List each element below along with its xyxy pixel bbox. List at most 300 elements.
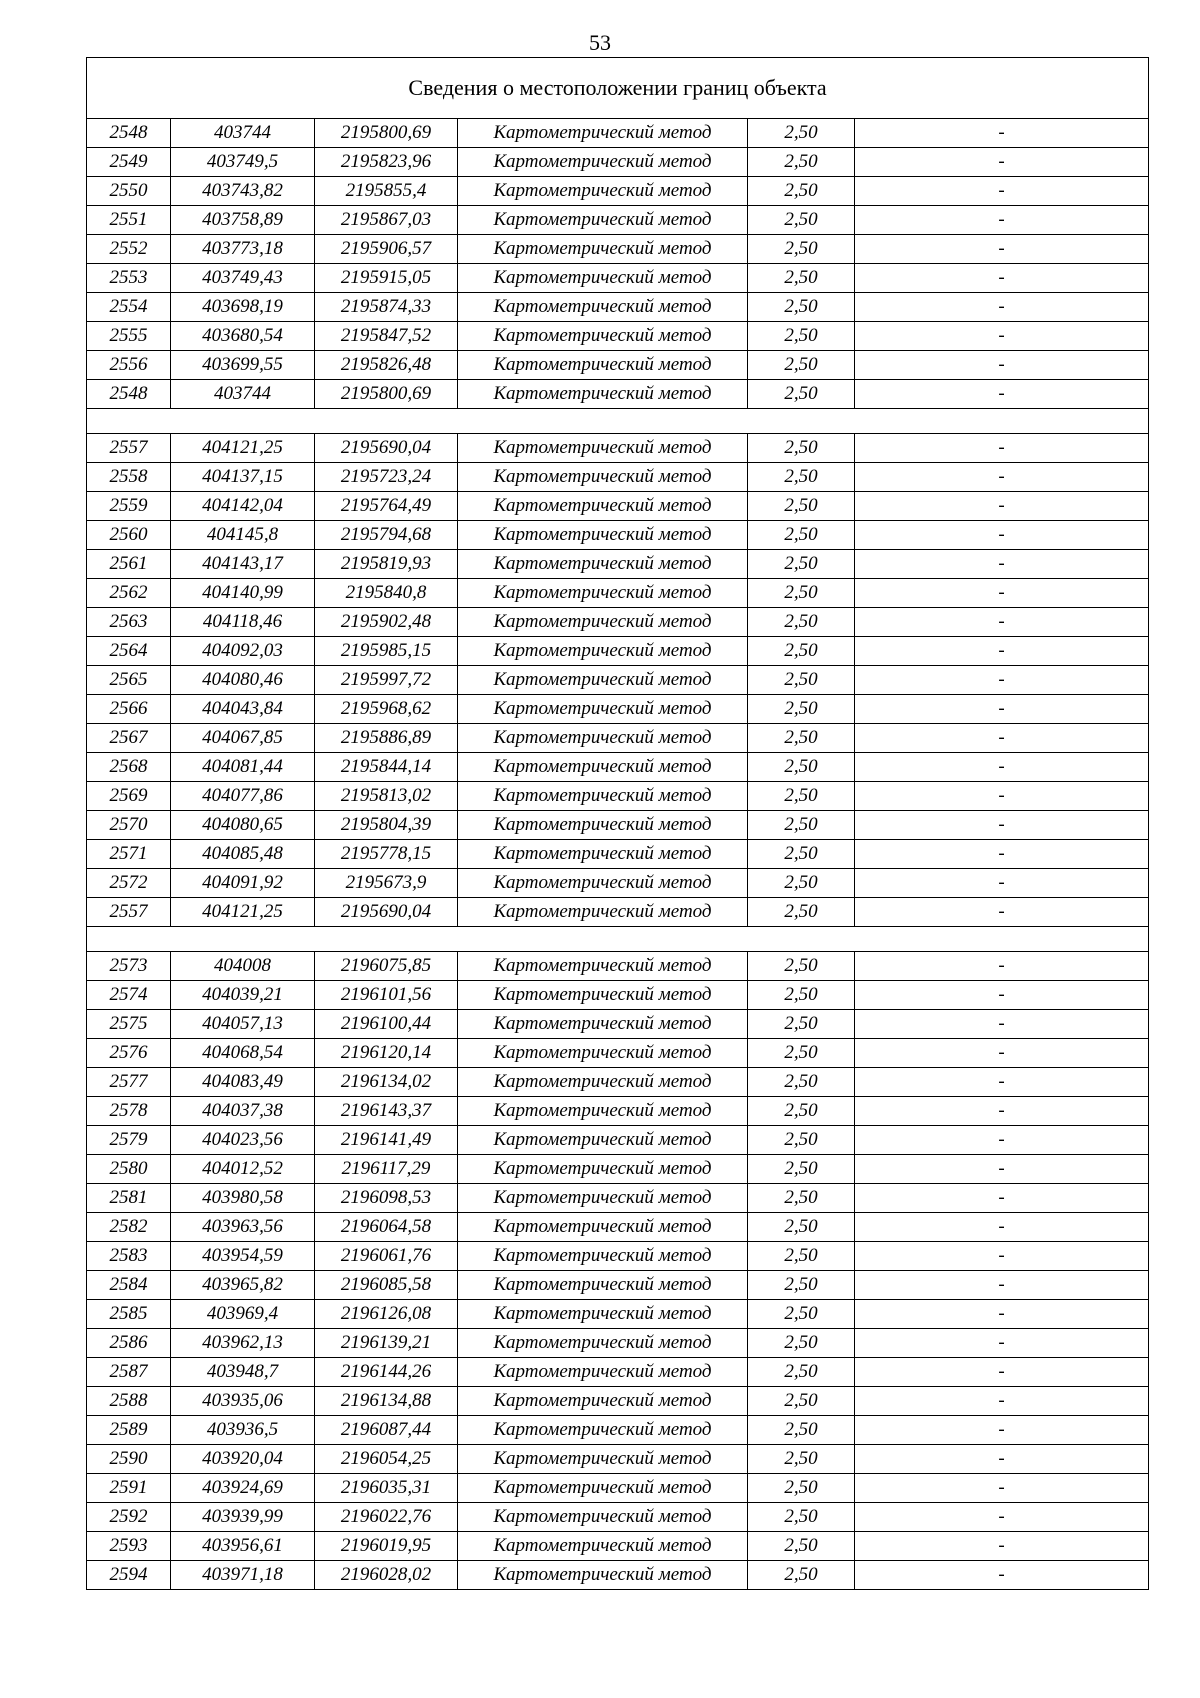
- x-coordinate-cell: 403956,61: [171, 1532, 315, 1561]
- group-separator-row: [87, 927, 1149, 952]
- method-cell: Картометрический метод: [458, 782, 748, 811]
- description-cell: -: [855, 1503, 1149, 1532]
- point-number-cell: 2562: [87, 579, 171, 608]
- table-row: [87, 351, 1149, 380]
- y-coordinate-cell: 2195690,04: [315, 898, 458, 927]
- table-title-row: [87, 58, 1149, 119]
- x-coordinate-cell: 403971,18: [171, 1561, 315, 1590]
- point-number-cell: 2569: [87, 782, 171, 811]
- method-cell: Картометрический метод: [458, 981, 748, 1010]
- x-coordinate-cell: 404077,86: [171, 782, 315, 811]
- table-row: [87, 1126, 1149, 1155]
- accuracy-cell: 2,50: [748, 119, 855, 148]
- method-cell: Картометрический метод: [458, 293, 748, 322]
- description-cell: -: [855, 608, 1149, 637]
- point-number-cell: 2554: [87, 293, 171, 322]
- point-number-cell: 2553: [87, 264, 171, 293]
- method-cell: Картометрический метод: [458, 434, 748, 463]
- x-coordinate-cell: 403939,99: [171, 1503, 315, 1532]
- method-cell: Картометрический метод: [458, 1329, 748, 1358]
- y-coordinate-cell: 2196028,02: [315, 1561, 458, 1590]
- method-cell: Картометрический метод: [458, 952, 748, 981]
- method-cell: Картометрический метод: [458, 235, 748, 264]
- point-number-cell: 2568: [87, 753, 171, 782]
- y-coordinate-cell: 2195968,62: [315, 695, 458, 724]
- point-number-cell: 2590: [87, 1445, 171, 1474]
- accuracy-cell: 2,50: [748, 434, 855, 463]
- table-row: [87, 550, 1149, 579]
- accuracy-cell: 2,50: [748, 322, 855, 351]
- table-row: [87, 1097, 1149, 1126]
- method-cell: Картометрический метод: [458, 206, 748, 235]
- x-coordinate-cell: 403680,54: [171, 322, 315, 351]
- x-coordinate-cell: 404083,49: [171, 1068, 315, 1097]
- point-number-cell: 2552: [87, 235, 171, 264]
- y-coordinate-cell: 2195985,15: [315, 637, 458, 666]
- method-cell: Картометрический метод: [458, 380, 748, 409]
- method-cell: Картометрический метод: [458, 840, 748, 869]
- accuracy-cell: 2,50: [748, 1387, 855, 1416]
- accuracy-cell: 2,50: [748, 1184, 855, 1213]
- table-row: [87, 1242, 1149, 1271]
- x-coordinate-cell: 404085,48: [171, 840, 315, 869]
- y-coordinate-cell: 2195915,05: [315, 264, 458, 293]
- y-coordinate-cell: 2195723,24: [315, 463, 458, 492]
- y-coordinate-cell: 2196134,88: [315, 1387, 458, 1416]
- table-row: [87, 695, 1149, 724]
- x-coordinate-cell: 404012,52: [171, 1155, 315, 1184]
- description-cell: -: [855, 380, 1149, 409]
- description-cell: -: [855, 1010, 1149, 1039]
- method-cell: Картометрический метод: [458, 695, 748, 724]
- method-cell: Картометрический метод: [458, 898, 748, 927]
- x-coordinate-cell: 403969,4: [171, 1300, 315, 1329]
- accuracy-cell: 2,50: [748, 898, 855, 927]
- point-number-cell: 2550: [87, 177, 171, 206]
- table-row: [87, 264, 1149, 293]
- point-number-cell: 2581: [87, 1184, 171, 1213]
- method-cell: Картометрический метод: [458, 1126, 748, 1155]
- x-coordinate-cell: 403698,19: [171, 293, 315, 322]
- method-cell: Картометрический метод: [458, 1503, 748, 1532]
- point-number-cell: 2548: [87, 119, 171, 148]
- accuracy-cell: 2,50: [748, 177, 855, 206]
- table-row: [87, 1358, 1149, 1387]
- x-coordinate-cell: 404140,99: [171, 579, 315, 608]
- point-number-cell: 2580: [87, 1155, 171, 1184]
- description-cell: -: [855, 293, 1149, 322]
- x-coordinate-cell: 404142,04: [171, 492, 315, 521]
- method-cell: Картометрический метод: [458, 119, 748, 148]
- description-cell: -: [855, 1416, 1149, 1445]
- accuracy-cell: 2,50: [748, 724, 855, 753]
- y-coordinate-cell: 2195855,4: [315, 177, 458, 206]
- description-cell: -: [855, 782, 1149, 811]
- accuracy-cell: 2,50: [748, 666, 855, 695]
- description-cell: -: [855, 148, 1149, 177]
- point-number-cell: 2549: [87, 148, 171, 177]
- x-coordinate-cell: 403744: [171, 119, 315, 148]
- point-number-cell: 2557: [87, 434, 171, 463]
- x-coordinate-cell: 403699,55: [171, 351, 315, 380]
- x-coordinate-cell: 404043,84: [171, 695, 315, 724]
- table-row: [87, 322, 1149, 351]
- table-row: [87, 1445, 1149, 1474]
- accuracy-cell: 2,50: [748, 351, 855, 380]
- y-coordinate-cell: 2196054,25: [315, 1445, 458, 1474]
- accuracy-cell: 2,50: [748, 1097, 855, 1126]
- y-coordinate-cell: 2195826,48: [315, 351, 458, 380]
- description-cell: -: [855, 434, 1149, 463]
- boundary-coordinates-table: [86, 57, 1149, 1590]
- table-row: [87, 1387, 1149, 1416]
- y-coordinate-cell: 2195778,15: [315, 840, 458, 869]
- y-coordinate-cell: 2196075,85: [315, 952, 458, 981]
- description-cell: -: [855, 119, 1149, 148]
- point-number-cell: 2565: [87, 666, 171, 695]
- point-number-cell: 2593: [87, 1532, 171, 1561]
- point-number-cell: 2588: [87, 1387, 171, 1416]
- x-coordinate-cell: 404092,03: [171, 637, 315, 666]
- point-number-cell: 2559: [87, 492, 171, 521]
- method-cell: Картометрический метод: [458, 1532, 748, 1561]
- y-coordinate-cell: 2195906,57: [315, 235, 458, 264]
- table-row: [87, 1300, 1149, 1329]
- description-cell: -: [855, 1184, 1149, 1213]
- description-cell: -: [855, 869, 1149, 898]
- y-coordinate-cell: 2195800,69: [315, 380, 458, 409]
- method-cell: Картометрический метод: [458, 550, 748, 579]
- table-row: [87, 811, 1149, 840]
- table-row: [87, 608, 1149, 637]
- point-number-cell: 2585: [87, 1300, 171, 1329]
- description-cell: -: [855, 1387, 1149, 1416]
- accuracy-cell: 2,50: [748, 550, 855, 579]
- point-number-cell: 2573: [87, 952, 171, 981]
- accuracy-cell: 2,50: [748, 952, 855, 981]
- description-cell: -: [855, 637, 1149, 666]
- point-number-cell: 2561: [87, 550, 171, 579]
- x-coordinate-cell: 404145,8: [171, 521, 315, 550]
- accuracy-cell: 2,50: [748, 235, 855, 264]
- description-cell: -: [855, 952, 1149, 981]
- accuracy-cell: 2,50: [748, 1242, 855, 1271]
- x-coordinate-cell: 404118,46: [171, 608, 315, 637]
- x-coordinate-cell: 403924,69: [171, 1474, 315, 1503]
- x-coordinate-cell: 404080,65: [171, 811, 315, 840]
- point-number-cell: 2571: [87, 840, 171, 869]
- accuracy-cell: 2,50: [748, 1155, 855, 1184]
- x-coordinate-cell: 404023,56: [171, 1126, 315, 1155]
- y-coordinate-cell: 2195673,9: [315, 869, 458, 898]
- y-coordinate-cell: 2196134,02: [315, 1068, 458, 1097]
- table-body: [87, 58, 1149, 1590]
- method-cell: Картометрический метод: [458, 1039, 748, 1068]
- accuracy-cell: 2,50: [748, 637, 855, 666]
- table-row: [87, 521, 1149, 550]
- x-coordinate-cell: 404137,15: [171, 463, 315, 492]
- description-cell: -: [855, 264, 1149, 293]
- point-number-cell: 2570: [87, 811, 171, 840]
- y-coordinate-cell: 2196064,58: [315, 1213, 458, 1242]
- y-coordinate-cell: 2195886,89: [315, 724, 458, 753]
- x-coordinate-cell: 404057,13: [171, 1010, 315, 1039]
- table-row: [87, 463, 1149, 492]
- accuracy-cell: 2,50: [748, 695, 855, 724]
- y-coordinate-cell: 2195874,33: [315, 293, 458, 322]
- y-coordinate-cell: 2195794,68: [315, 521, 458, 550]
- point-number-cell: 2587: [87, 1358, 171, 1387]
- table-row: [87, 1532, 1149, 1561]
- point-number-cell: 2583: [87, 1242, 171, 1271]
- description-cell: -: [855, 521, 1149, 550]
- x-coordinate-cell: 403962,13: [171, 1329, 315, 1358]
- y-coordinate-cell: 2196085,58: [315, 1271, 458, 1300]
- table-row: [87, 148, 1149, 177]
- method-cell: Картометрический метод: [458, 148, 748, 177]
- description-cell: -: [855, 1561, 1149, 1590]
- accuracy-cell: 2,50: [748, 1010, 855, 1039]
- table-row: [87, 1039, 1149, 1068]
- method-cell: Картометрический метод: [458, 811, 748, 840]
- point-number-cell: 2551: [87, 206, 171, 235]
- table-row: [87, 869, 1149, 898]
- x-coordinate-cell: 404143,17: [171, 550, 315, 579]
- x-coordinate-cell: 403935,06: [171, 1387, 315, 1416]
- point-number-cell: 2577: [87, 1068, 171, 1097]
- point-number-cell: 2592: [87, 1503, 171, 1532]
- y-coordinate-cell: 2195804,39: [315, 811, 458, 840]
- point-number-cell: 2558: [87, 463, 171, 492]
- table-row: [87, 380, 1149, 409]
- method-cell: Картометрический метод: [458, 637, 748, 666]
- table-row: [87, 724, 1149, 753]
- accuracy-cell: 2,50: [748, 869, 855, 898]
- method-cell: Картометрический метод: [458, 1561, 748, 1590]
- table-row: [87, 579, 1149, 608]
- point-number-cell: 2578: [87, 1097, 171, 1126]
- method-cell: Картометрический метод: [458, 322, 748, 351]
- accuracy-cell: 2,50: [748, 1474, 855, 1503]
- method-cell: Картометрический метод: [458, 869, 748, 898]
- accuracy-cell: 2,50: [748, 1039, 855, 1068]
- description-cell: -: [855, 1097, 1149, 1126]
- accuracy-cell: 2,50: [748, 1532, 855, 1561]
- table-row: [87, 981, 1149, 1010]
- table-row: [87, 1416, 1149, 1445]
- accuracy-cell: 2,50: [748, 1416, 855, 1445]
- y-coordinate-cell: 2196022,76: [315, 1503, 458, 1532]
- x-coordinate-cell: 404067,85: [171, 724, 315, 753]
- table-row: [87, 206, 1149, 235]
- accuracy-cell: 2,50: [748, 1503, 855, 1532]
- method-cell: Картометрический метод: [458, 492, 748, 521]
- description-cell: -: [855, 463, 1149, 492]
- table-row: [87, 119, 1149, 148]
- y-coordinate-cell: 2196035,31: [315, 1474, 458, 1503]
- description-cell: -: [855, 811, 1149, 840]
- y-coordinate-cell: 2195997,72: [315, 666, 458, 695]
- table-row: [87, 1068, 1149, 1097]
- description-cell: -: [855, 1300, 1149, 1329]
- point-number-cell: 2582: [87, 1213, 171, 1242]
- description-cell: -: [855, 695, 1149, 724]
- table-row: [87, 235, 1149, 264]
- point-number-cell: 2567: [87, 724, 171, 753]
- x-coordinate-cell: 403963,56: [171, 1213, 315, 1242]
- accuracy-cell: 2,50: [748, 1561, 855, 1590]
- point-number-cell: 2594: [87, 1561, 171, 1590]
- x-coordinate-cell: 404081,44: [171, 753, 315, 782]
- accuracy-cell: 2,50: [748, 492, 855, 521]
- point-number-cell: 2575: [87, 1010, 171, 1039]
- accuracy-cell: 2,50: [748, 840, 855, 869]
- x-coordinate-cell: 403920,04: [171, 1445, 315, 1474]
- description-cell: -: [855, 840, 1149, 869]
- accuracy-cell: 2,50: [748, 1126, 855, 1155]
- table-row: [87, 952, 1149, 981]
- description-cell: -: [855, 235, 1149, 264]
- x-coordinate-cell: 403758,89: [171, 206, 315, 235]
- point-number-cell: 2557: [87, 898, 171, 927]
- method-cell: Картометрический метод: [458, 1300, 748, 1329]
- method-cell: Картометрический метод: [458, 1213, 748, 1242]
- table-row: [87, 492, 1149, 521]
- description-cell: -: [855, 1068, 1149, 1097]
- y-coordinate-cell: 2195902,48: [315, 608, 458, 637]
- description-cell: -: [855, 1329, 1149, 1358]
- y-coordinate-cell: 2196141,49: [315, 1126, 458, 1155]
- y-coordinate-cell: 2196100,44: [315, 1010, 458, 1039]
- point-number-cell: 2566: [87, 695, 171, 724]
- x-coordinate-cell: 404091,92: [171, 869, 315, 898]
- x-coordinate-cell: 403749,43: [171, 264, 315, 293]
- y-coordinate-cell: 2195764,49: [315, 492, 458, 521]
- point-number-cell: 2560: [87, 521, 171, 550]
- y-coordinate-cell: 2195819,93: [315, 550, 458, 579]
- method-cell: Картометрический метод: [458, 666, 748, 695]
- y-coordinate-cell: 2195813,02: [315, 782, 458, 811]
- description-cell: -: [855, 1271, 1149, 1300]
- table-row: [87, 637, 1149, 666]
- y-coordinate-cell: 2196117,29: [315, 1155, 458, 1184]
- point-number-cell: 2563: [87, 608, 171, 637]
- description-cell: -: [855, 724, 1149, 753]
- description-cell: -: [855, 177, 1149, 206]
- y-coordinate-cell: 2196087,44: [315, 1416, 458, 1445]
- accuracy-cell: 2,50: [748, 753, 855, 782]
- table-row: [87, 1329, 1149, 1358]
- method-cell: Картометрический метод: [458, 1155, 748, 1184]
- description-cell: -: [855, 351, 1149, 380]
- table-row: [87, 1474, 1149, 1503]
- table-row: [87, 177, 1149, 206]
- point-number-cell: 2572: [87, 869, 171, 898]
- description-cell: -: [855, 981, 1149, 1010]
- method-cell: Картометрический метод: [458, 724, 748, 753]
- point-number-cell: 2579: [87, 1126, 171, 1155]
- method-cell: Картометрический метод: [458, 1242, 748, 1271]
- accuracy-cell: 2,50: [748, 579, 855, 608]
- page-number: 53: [589, 30, 611, 55]
- accuracy-cell: 2,50: [748, 148, 855, 177]
- y-coordinate-cell: 2196126,08: [315, 1300, 458, 1329]
- table-row: [87, 666, 1149, 695]
- point-number-cell: 2576: [87, 1039, 171, 1068]
- description-cell: -: [855, 1155, 1149, 1184]
- y-coordinate-cell: 2195800,69: [315, 119, 458, 148]
- description-cell: -: [855, 1242, 1149, 1271]
- method-cell: Картометрический метод: [458, 1068, 748, 1097]
- method-cell: Картометрический метод: [458, 1184, 748, 1213]
- description-cell: -: [855, 492, 1149, 521]
- y-coordinate-cell: 2196019,95: [315, 1532, 458, 1561]
- x-coordinate-cell: 403936,5: [171, 1416, 315, 1445]
- x-coordinate-cell: 404037,38: [171, 1097, 315, 1126]
- table-row: [87, 1561, 1149, 1590]
- table-row: [87, 1503, 1149, 1532]
- description-cell: -: [855, 1474, 1149, 1503]
- point-number-cell: 2548: [87, 380, 171, 409]
- accuracy-cell: 2,50: [748, 811, 855, 840]
- description-cell: -: [855, 206, 1149, 235]
- x-coordinate-cell: 404121,25: [171, 434, 315, 463]
- table-row: [87, 1010, 1149, 1039]
- description-cell: -: [855, 1358, 1149, 1387]
- description-cell: -: [855, 666, 1149, 695]
- table-row: [87, 1213, 1149, 1242]
- method-cell: Картометрический метод: [458, 1387, 748, 1416]
- x-coordinate-cell: 404039,21: [171, 981, 315, 1010]
- description-cell: -: [855, 1445, 1149, 1474]
- x-coordinate-cell: 403980,58: [171, 1184, 315, 1213]
- y-coordinate-cell: 2195690,04: [315, 434, 458, 463]
- description-cell: -: [855, 1532, 1149, 1561]
- table-row: [87, 1184, 1149, 1213]
- accuracy-cell: 2,50: [748, 463, 855, 492]
- method-cell: Картометрический метод: [458, 1445, 748, 1474]
- accuracy-cell: 2,50: [748, 608, 855, 637]
- method-cell: Картометрический метод: [458, 1358, 748, 1387]
- method-cell: Картометрический метод: [458, 264, 748, 293]
- x-coordinate-cell: 403773,18: [171, 235, 315, 264]
- table-row: [87, 753, 1149, 782]
- accuracy-cell: 2,50: [748, 1445, 855, 1474]
- x-coordinate-cell: 403965,82: [171, 1271, 315, 1300]
- table-row: [87, 898, 1149, 927]
- method-cell: Картометрический метод: [458, 1474, 748, 1503]
- table-row: [87, 293, 1149, 322]
- table-title: Сведения о местоположении границ объекта: [87, 58, 1149, 119]
- method-cell: Картометрический метод: [458, 351, 748, 380]
- x-coordinate-cell: 404121,25: [171, 898, 315, 927]
- point-number-cell: 2574: [87, 981, 171, 1010]
- point-number-cell: 2589: [87, 1416, 171, 1445]
- accuracy-cell: 2,50: [748, 1300, 855, 1329]
- y-coordinate-cell: 2196139,21: [315, 1329, 458, 1358]
- y-coordinate-cell: 2195867,03: [315, 206, 458, 235]
- method-cell: Картометрический метод: [458, 608, 748, 637]
- description-cell: -: [855, 898, 1149, 927]
- group-separator-row: [87, 409, 1149, 434]
- description-cell: -: [855, 1126, 1149, 1155]
- description-cell: -: [855, 579, 1149, 608]
- x-coordinate-cell: 403743,82: [171, 177, 315, 206]
- method-cell: Картометрический метод: [458, 1097, 748, 1126]
- table-row: [87, 1271, 1149, 1300]
- y-coordinate-cell: 2196098,53: [315, 1184, 458, 1213]
- x-coordinate-cell: 403948,7: [171, 1358, 315, 1387]
